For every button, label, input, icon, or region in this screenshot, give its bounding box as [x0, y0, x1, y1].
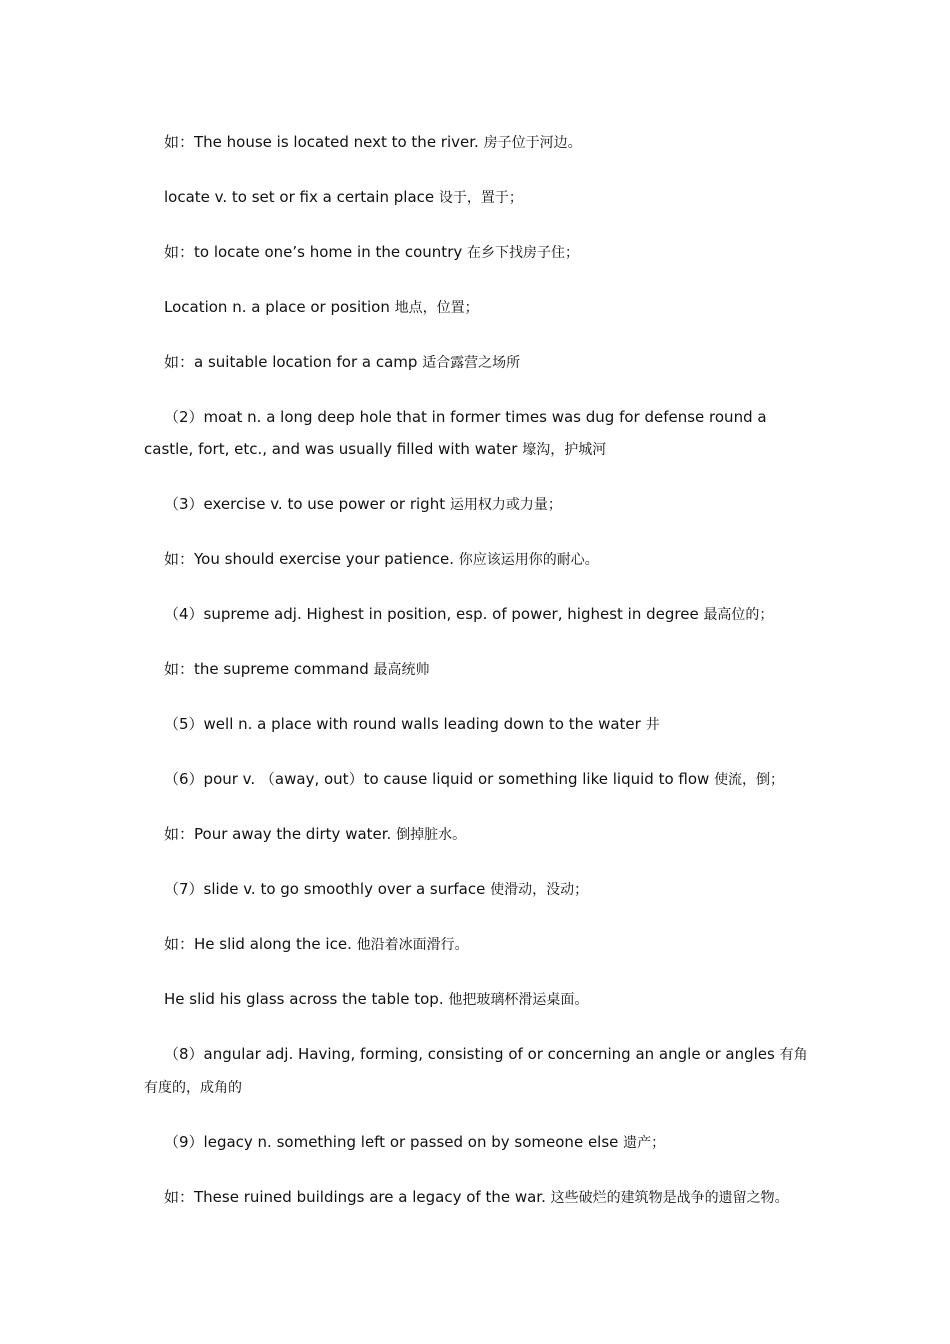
- paragraph-pour-definition: [144, 763, 816, 796]
- paragraph-location-example: [144, 346, 816, 379]
- chinese-translation: 房子位于河边。: [483, 135, 582, 151]
- paragraph-exercise-definition: [144, 488, 816, 521]
- english-text: （3）exercise v. to use power or right: [164, 495, 450, 513]
- english-text: （4）supreme adj. Highest in position, esp. of power, highest in degree: [164, 605, 704, 623]
- paragraph-legacy-example: [144, 1181, 816, 1214]
- chinese-translation: 井: [645, 717, 660, 733]
- paragraph-slide-example: [144, 928, 816, 961]
- chinese-translation: 运用权力或力量；: [449, 497, 562, 513]
- paragraph-locate-example-2: [144, 236, 816, 269]
- english-text: 如：The house is located next to the river.: [164, 133, 484, 151]
- english-text: 如：Pour away the dirty water.: [164, 825, 397, 843]
- chinese-translation: 他把玻璃杯滑运桌面。: [448, 992, 589, 1008]
- english-text: （8）angular adj. Having, forming, consisting of or concerning an angle or angles: [164, 1045, 780, 1063]
- paragraph-locate-definition: [144, 181, 816, 214]
- chinese-translation: 这些破烂的建筑物是战争的遗留之物。: [550, 1190, 789, 1206]
- english-text: Location n. a place or position: [164, 298, 395, 316]
- paragraph-exercise-example: [144, 543, 816, 576]
- paragraph-well-definition: [144, 708, 816, 741]
- paragraph-slide-example-2: [144, 983, 816, 1016]
- chinese-translation: 最高统帅: [373, 662, 430, 678]
- paragraph-location-definition: [144, 291, 816, 324]
- paragraph-supreme-definition: [144, 598, 816, 631]
- paragraph-angular-definition: [144, 1038, 816, 1104]
- chinese-translation: 地点，位置；: [394, 300, 479, 316]
- paragraph-pour-example: [144, 818, 816, 851]
- chinese-translation: 使流，倒；: [714, 772, 785, 788]
- english-text: 如：You should exercise your patience.: [164, 550, 459, 568]
- chinese-translation: 最高位的；: [703, 607, 774, 623]
- chinese-translation: 在乡下找房子住；: [467, 245, 580, 261]
- chinese-translation: 你应该运用你的耐心。: [458, 552, 599, 568]
- chinese-translation: 遗产；: [623, 1135, 666, 1151]
- document-page: [144, 126, 816, 1236]
- english-text: （7）slide v. to go smoothly over a surface: [164, 880, 491, 898]
- chinese-translation: 设于，置于；: [438, 190, 523, 206]
- paragraph-slide-definition: [144, 873, 816, 906]
- english-text: 如：to locate one’s home in the country: [164, 243, 468, 261]
- paragraph-supreme-example: [144, 653, 816, 686]
- english-text: （5）well n. a place with round walls leading down to the water: [164, 715, 646, 733]
- english-text: 如：He slid along the ice.: [164, 935, 357, 953]
- chinese-translation: 适合露营之场所: [422, 355, 521, 371]
- english-text: 如：a suitable location for a camp: [164, 353, 423, 371]
- chinese-translation: 使滑动，没动；: [490, 882, 589, 898]
- english-text: （9）legacy n. something left or passed on by someone else: [164, 1133, 624, 1151]
- paragraph-moat-definition: [144, 401, 816, 466]
- chinese-translation: 有角有度的，成角的: [144, 1047, 808, 1096]
- chinese-translation: 倒掉脏水。: [396, 827, 467, 843]
- chinese-translation: 他沿着冰面滑行。: [356, 937, 469, 953]
- english-text: （6）pour v. （away, out）to cause liquid or something like liquid to flow: [164, 770, 715, 788]
- english-text: 如：These ruined buildings are a legacy of the war.: [164, 1188, 551, 1206]
- chinese-translation: 壕沟，护城河: [522, 442, 607, 458]
- english-text: 如：the supreme command: [164, 660, 374, 678]
- paragraph-locate-example: [144, 126, 816, 159]
- paragraph-legacy-definition: [144, 1126, 816, 1159]
- english-text: He slid his glass across the table top.: [164, 990, 449, 1008]
- english-text: （2）moat n. a long deep hole that in former times was dug for defense round a castle, fort, etc., and was usually filled with water: [144, 408, 767, 458]
- english-text: locate v. to set or fix a certain place: [164, 188, 439, 206]
